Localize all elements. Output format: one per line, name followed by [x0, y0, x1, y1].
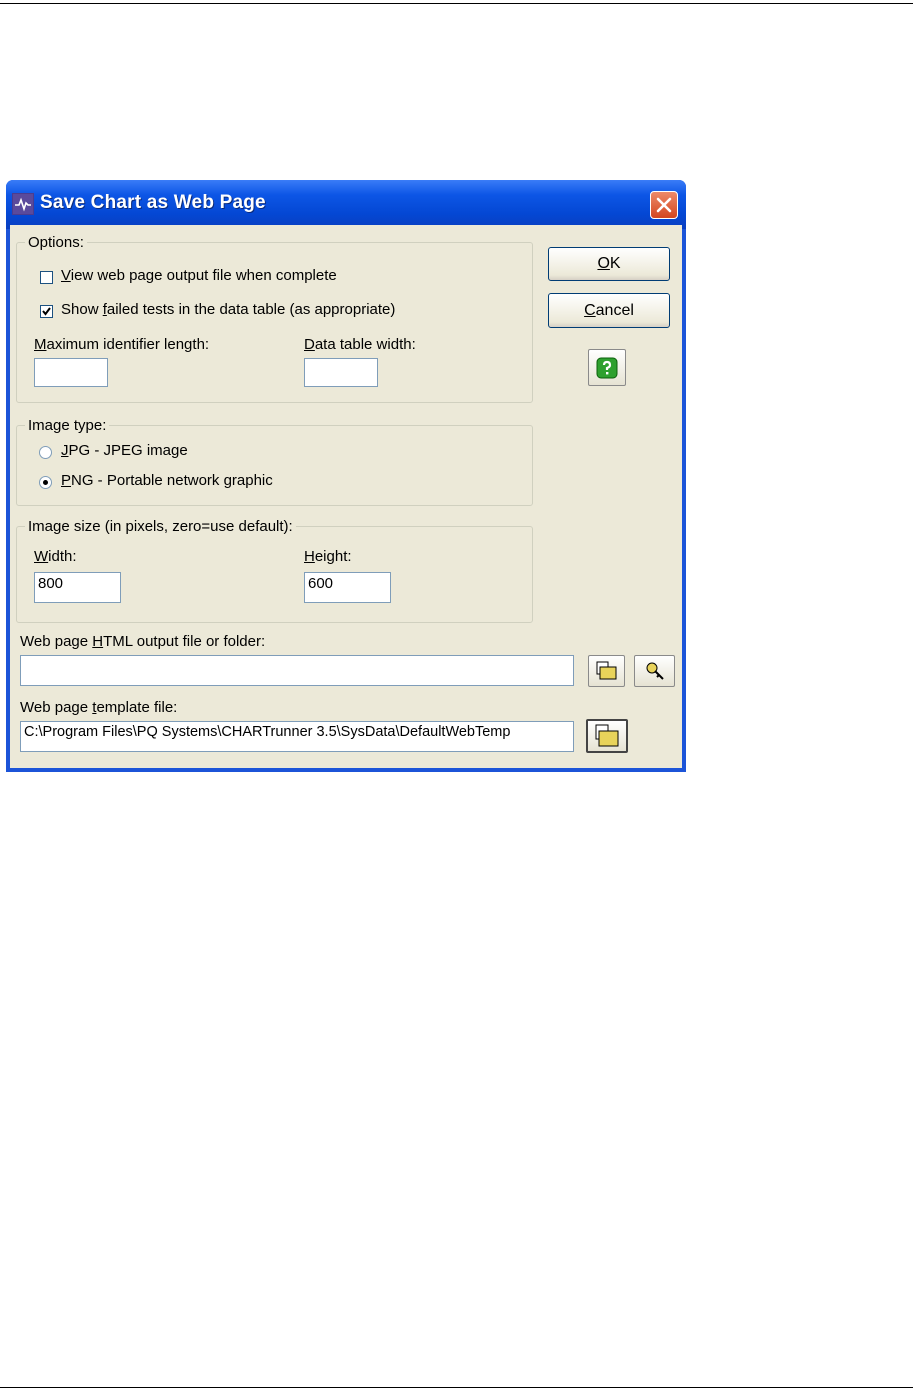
png-radio[interactable]: [39, 476, 52, 489]
close-icon: [656, 197, 672, 213]
dialog-title: Save Chart as Web Page: [40, 192, 266, 213]
options-group: [16, 234, 533, 403]
template-file-field[interactable]: C:\Program Files\PQ Systems\CHARTrunner 3.5\SysData\DefaultWebTemp: [20, 721, 574, 752]
width-label: Width:: [34, 548, 77, 565]
show-failed-label: Show failed tests in the data table (as appropriate): [61, 301, 396, 318]
output-file-field[interactable]: [20, 655, 574, 686]
jpg-radio[interactable]: [39, 446, 52, 459]
output-browse-button[interactable]: [588, 655, 625, 687]
view-output-checkbox[interactable]: [40, 271, 53, 284]
cancel-button[interactable]: Cancel: [548, 293, 670, 328]
dialog-body: [10, 225, 682, 768]
ok-button[interactable]: OK: [548, 247, 670, 281]
png-label: PNG - Portable network graphic: [61, 472, 273, 489]
show-failed-checkbox[interactable]: [40, 305, 53, 318]
max-identifier-label: Maximum identifier length:: [34, 336, 210, 353]
max-identifier-field[interactable]: [34, 358, 108, 387]
save-chart-dialog: [6, 180, 686, 772]
close-button[interactable]: [650, 191, 678, 219]
output-search-button[interactable]: [634, 655, 675, 687]
height-field[interactable]: 600: [304, 572, 391, 603]
width-field[interactable]: 800: [34, 572, 121, 603]
template-label: Web page template file:: [20, 699, 178, 716]
help-icon: [596, 357, 618, 379]
chart-app-icon: [12, 193, 34, 215]
page-top-rule: [0, 3, 913, 4]
image-type-group: [16, 417, 533, 506]
options-legend: Options:: [25, 234, 87, 251]
output-label: Web page HTML output file or folder:: [20, 633, 266, 650]
table-width-field[interactable]: [304, 358, 378, 387]
search-key-icon: [644, 660, 666, 682]
view-output-label: View web page output file when complete: [61, 267, 337, 284]
image-size-legend: Image size (in pixels, zero=use default):: [25, 518, 296, 535]
help-button[interactable]: [588, 349, 626, 386]
height-label: Height:: [304, 548, 352, 565]
checkmark-icon: [41, 306, 52, 317]
table-width-label: Data table width:: [304, 336, 416, 353]
jpg-label: JPG - JPEG image: [61, 442, 188, 459]
template-folder-icon: [594, 724, 620, 748]
title-bar[interactable]: [6, 180, 686, 229]
template-browse-button[interactable]: [586, 719, 628, 753]
image-type-legend: Image type:: [25, 417, 109, 434]
page-bottom-rule: [0, 1387, 913, 1388]
image-size-group: [16, 518, 533, 623]
folder-browse-icon: [596, 661, 618, 681]
